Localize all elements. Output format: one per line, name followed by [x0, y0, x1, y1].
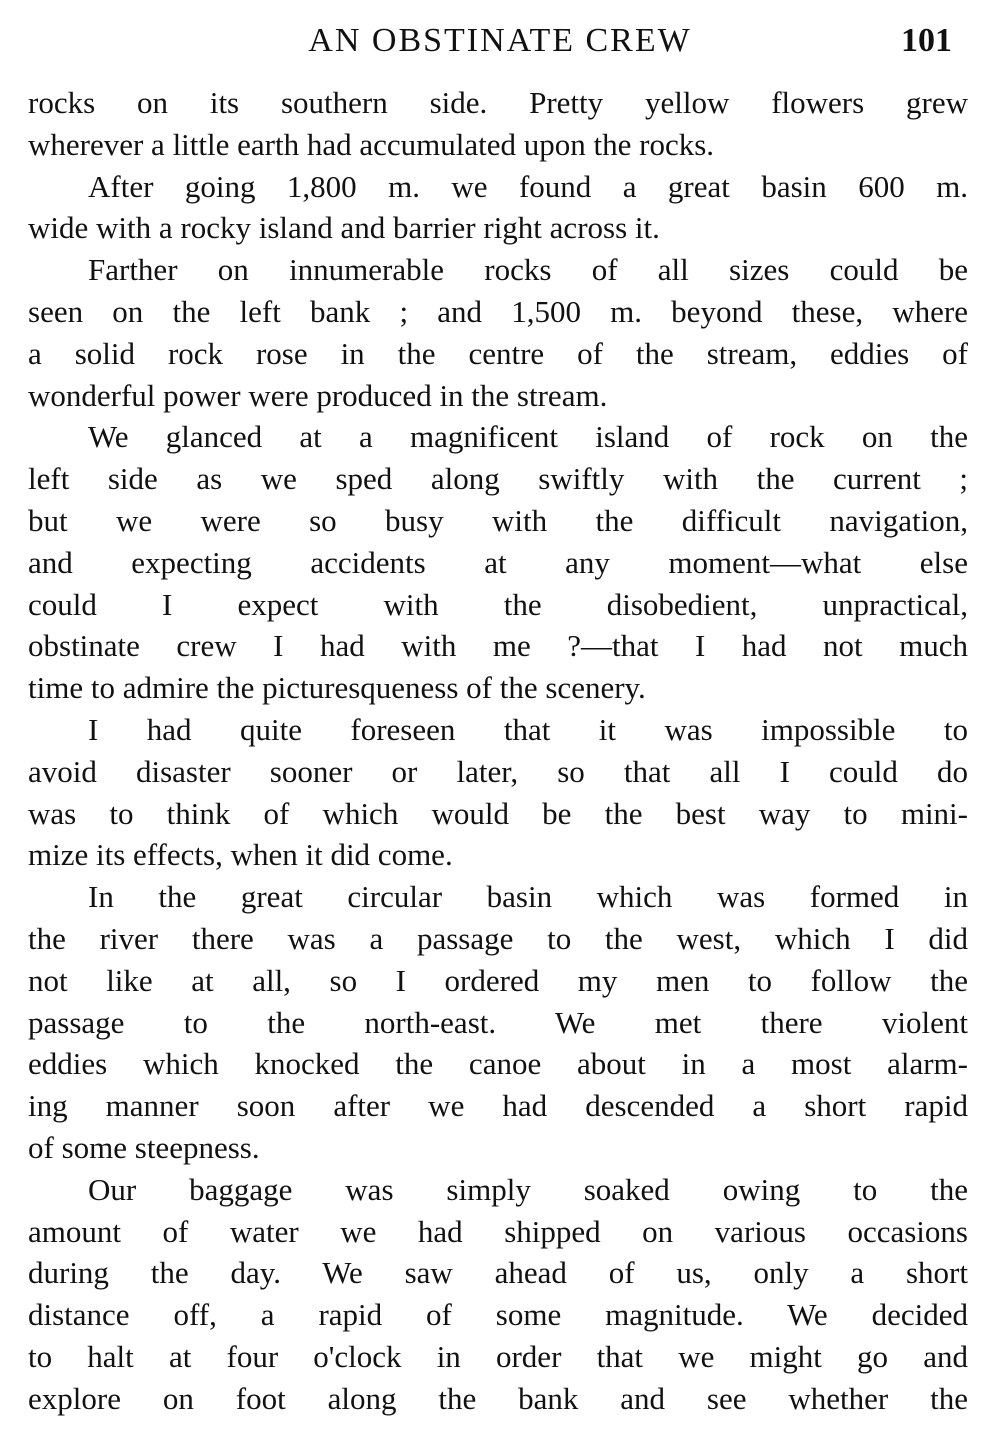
- text-line: to halt at four o'clock in order that we might go and: [28, 1338, 968, 1374]
- paragraph: [28, 416, 968, 709]
- text-line: of some steepness.: [28, 1129, 260, 1165]
- text-line: was to think of which would be the best way to mini-: [28, 795, 968, 831]
- paragraph: [28, 709, 968, 876]
- page-number: 101: [901, 22, 952, 59]
- text-line: ing manner soon after we had descended a short rapid: [28, 1088, 968, 1124]
- text-line: wonderful power were produced in the stream.: [28, 377, 608, 413]
- text-line: seen on the left bank ; and 1,500 m. beyond these, where: [28, 293, 968, 329]
- text-line: explore on foot along the bank and see whether the: [28, 1380, 968, 1416]
- text-line: mize its effects, when it did come.: [28, 837, 453, 873]
- text-line: time to admire the picturesqueness of the scenery.: [28, 670, 646, 706]
- text-line: but we were so busy with the difficult navigation,: [28, 502, 968, 538]
- text-line: obstinate crew I had with me ?—that I had not much: [28, 628, 968, 664]
- body-text: [28, 82, 968, 1420]
- running-header: [0, 18, 1000, 68]
- text-line: wide with a rocky island and barrier right across it.: [28, 210, 660, 246]
- text-line: distance off, a rapid of some magnitude. We decided: [28, 1297, 968, 1333]
- paragraph: [28, 249, 968, 416]
- text-line: avoid disaster sooner or later, so that all I could do: [28, 753, 968, 789]
- text-line: passage to the north-east. We met there violent: [28, 1004, 968, 1040]
- paragraph: [28, 876, 968, 1169]
- text-line: In the great circular basin which was formed in: [88, 879, 968, 915]
- text-line: We glanced at a magnificent island of rock on the: [88, 419, 968, 455]
- text-line: a solid rock rose in the centre of the stream, eddies of: [28, 335, 968, 371]
- text-line: amount of water we had shipped on various occasions: [28, 1213, 968, 1249]
- text-line: not like at all, so I ordered my men to follow the: [28, 962, 968, 998]
- text-line: during the day. We saw ahead of us, only a short: [28, 1255, 968, 1291]
- running-title: AN OBSTINATE CREW: [308, 22, 692, 59]
- text-line: could I expect with the disobedient, unpractical,: [28, 586, 968, 622]
- text-line: and expecting accidents at any moment—what else: [28, 544, 968, 580]
- text-line: Our baggage was simply soaked owing to the: [88, 1171, 968, 1207]
- text-line: the river there was a passage to the west, which I did: [28, 920, 968, 956]
- text-line: eddies which knocked the canoe about in a most alarm-: [28, 1046, 968, 1082]
- text-line: Farther on innumerable rocks of all sizes could be: [88, 252, 968, 288]
- paragraph: [28, 1169, 968, 1420]
- text-line: wherever a little earth had accumulated upon the rocks.: [28, 126, 715, 162]
- text-line: I had quite foreseen that it was impossible to: [88, 711, 968, 747]
- text-line: After going 1,800 m. we found a great basin 600 m.: [88, 168, 968, 204]
- text-line: left side as we sped along swiftly with the current ;: [28, 461, 968, 497]
- text-line: rocks on its southern side. Pretty yellow flowers grew: [28, 85, 968, 120]
- paragraph: [28, 166, 968, 250]
- paragraph: [28, 82, 968, 166]
